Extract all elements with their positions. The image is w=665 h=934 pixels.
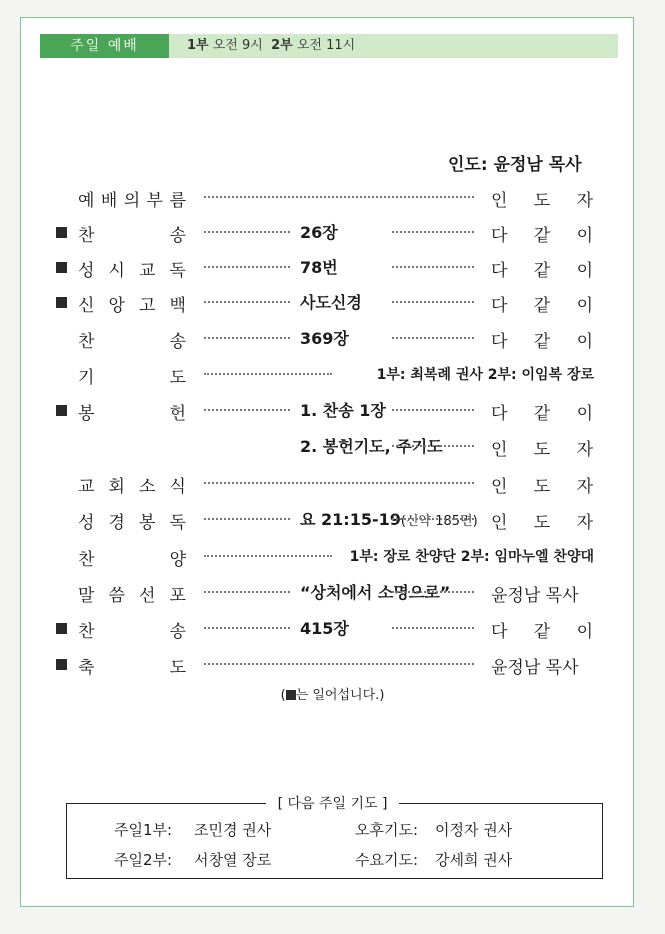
order-item-leader: 다 같 이 xyxy=(491,404,593,424)
prayer-slot-name: 서창열 장로 xyxy=(194,851,272,869)
order-item-detail: 1부: 장로 찬양단 2부: 임마누엘 찬양대 xyxy=(349,549,594,565)
order-item-name: 축 도 xyxy=(78,658,186,678)
order-item-leader: 다 같 이 xyxy=(491,226,593,246)
order-item-leader: 인 도 자 xyxy=(491,513,593,533)
stand-marker-icon xyxy=(56,405,67,416)
order-item-leader: 인 도 자 xyxy=(491,191,593,211)
standing-note: ( 는 일어섭니다.) xyxy=(280,688,385,703)
order-item-name: 신 앙 고 백 xyxy=(78,296,186,316)
order-item-leader: 윤정남 목사 xyxy=(491,658,579,678)
stand-marker-icon xyxy=(56,297,67,308)
leader-dots xyxy=(204,663,474,665)
first-service-time: 오전 9시 xyxy=(212,38,263,53)
order-item-name: 찬 송 xyxy=(78,622,186,642)
order-item-name: 성 시 교 독 xyxy=(78,261,186,281)
order-item-leader: 다 같 이 xyxy=(491,296,593,316)
order-row xyxy=(0,470,665,498)
order-row xyxy=(0,254,665,282)
order-item-name: 찬 송 xyxy=(78,226,186,246)
service-leader: 인도: 윤정남 목사 xyxy=(448,155,582,175)
prayer-slot-label: 주일1부: xyxy=(114,821,173,839)
order-item-name: 찬 양 xyxy=(78,550,186,570)
leader-dots xyxy=(204,591,290,593)
stand-marker-icon xyxy=(56,262,67,273)
second-service-time: 오전 11시 xyxy=(296,38,356,53)
order-item-leader: 윤정남 목사 xyxy=(491,586,579,606)
leader-dots xyxy=(392,231,474,233)
leader-dots xyxy=(392,409,474,411)
prayer-slot-name: 강세희 권사 xyxy=(435,851,513,869)
standing-note-text: 는 일어섭니다. xyxy=(295,688,380,703)
order-item-leader: 다 같 이 xyxy=(491,332,593,352)
standing-marker-icon xyxy=(286,690,296,700)
leader-dots xyxy=(392,266,474,268)
leader-dots xyxy=(392,301,474,303)
leader-dots xyxy=(204,337,290,339)
leader-dots xyxy=(392,591,474,593)
order-item-leader: 인 도 자 xyxy=(491,477,593,497)
order-item-detail: 78번 xyxy=(300,258,338,277)
order-item-detail: 26장 xyxy=(300,223,338,242)
order-item-detail: 사도신경 xyxy=(300,293,362,312)
leader-dots xyxy=(204,482,474,484)
stand-marker-icon xyxy=(56,623,67,634)
order-item-detail: 415장 xyxy=(300,619,349,638)
order-item-leader: 다 같 이 xyxy=(491,261,593,281)
order-item-name: 말 씀 선 포 xyxy=(78,586,186,606)
order-item-name: 예 배 의 부 름 xyxy=(78,191,186,211)
service-title: 주일 예배 xyxy=(40,34,169,58)
leader-dots xyxy=(204,373,332,375)
prayer-slot-name: 조민경 권사 xyxy=(194,821,272,839)
leader-dots xyxy=(204,231,290,233)
stand-marker-icon xyxy=(56,659,67,670)
leader-dots xyxy=(204,627,290,629)
order-item-detail: “상처에서 소명으로” xyxy=(300,583,451,602)
leader-dots xyxy=(204,301,290,303)
leader-dots xyxy=(204,196,474,198)
order-item-name: 성 경 봉 독 xyxy=(78,513,186,533)
order-item-name: 찬 송 xyxy=(78,332,186,352)
order-item-detail: 1부: 최복례 권사 2부: 이임복 장로 xyxy=(376,367,594,383)
prayer-slot-name: 이정자 권사 xyxy=(435,821,513,839)
stand-marker-icon xyxy=(56,227,67,238)
order-row xyxy=(0,325,665,353)
order-row xyxy=(0,579,665,607)
leader-dots xyxy=(392,627,474,629)
first-service-label: 1부 xyxy=(187,38,209,53)
order-row xyxy=(0,361,665,389)
order-item-detail: 요 21:15-19(신약 185면) xyxy=(300,510,478,529)
service-times xyxy=(187,34,355,58)
order-item-detail: 2. 봉헌기도, 주기도 xyxy=(300,437,443,456)
prayer-slot-label: 주일2부: xyxy=(114,851,173,869)
leader-dots xyxy=(204,266,290,268)
prayer-slot-label: 오후기도: xyxy=(355,821,419,839)
leader-dots xyxy=(392,337,474,339)
prayer-slot-label: 수요기도: xyxy=(355,851,419,869)
leader-dots xyxy=(204,409,290,411)
order-row xyxy=(0,433,665,461)
order-item-detail: 369장 xyxy=(300,329,349,348)
order-item-name: 봉 헌 xyxy=(78,404,186,424)
order-item-name: 기 도 xyxy=(78,368,186,388)
order-item-leader: 인 도 자 xyxy=(491,440,593,460)
order-row xyxy=(0,506,665,534)
order-row xyxy=(0,219,665,247)
leader-dots xyxy=(392,518,474,520)
leader-dots xyxy=(204,555,332,557)
order-row xyxy=(0,184,665,212)
leader-dots xyxy=(204,518,290,520)
order-item-name: 교 회 소 식 xyxy=(78,477,186,497)
order-item-detail: 1. 찬송 1장 xyxy=(300,401,386,420)
order-item-leader: 다 같 이 xyxy=(491,622,593,642)
order-row xyxy=(0,289,665,317)
second-service-label: 2부 xyxy=(271,38,293,53)
order-row xyxy=(0,397,665,425)
next-week-prayer-title: [ 다음 주일 기도 ] xyxy=(0,793,665,813)
order-row xyxy=(0,651,665,679)
order-row xyxy=(0,543,665,571)
order-row xyxy=(0,615,665,643)
leader-dots xyxy=(392,445,474,447)
